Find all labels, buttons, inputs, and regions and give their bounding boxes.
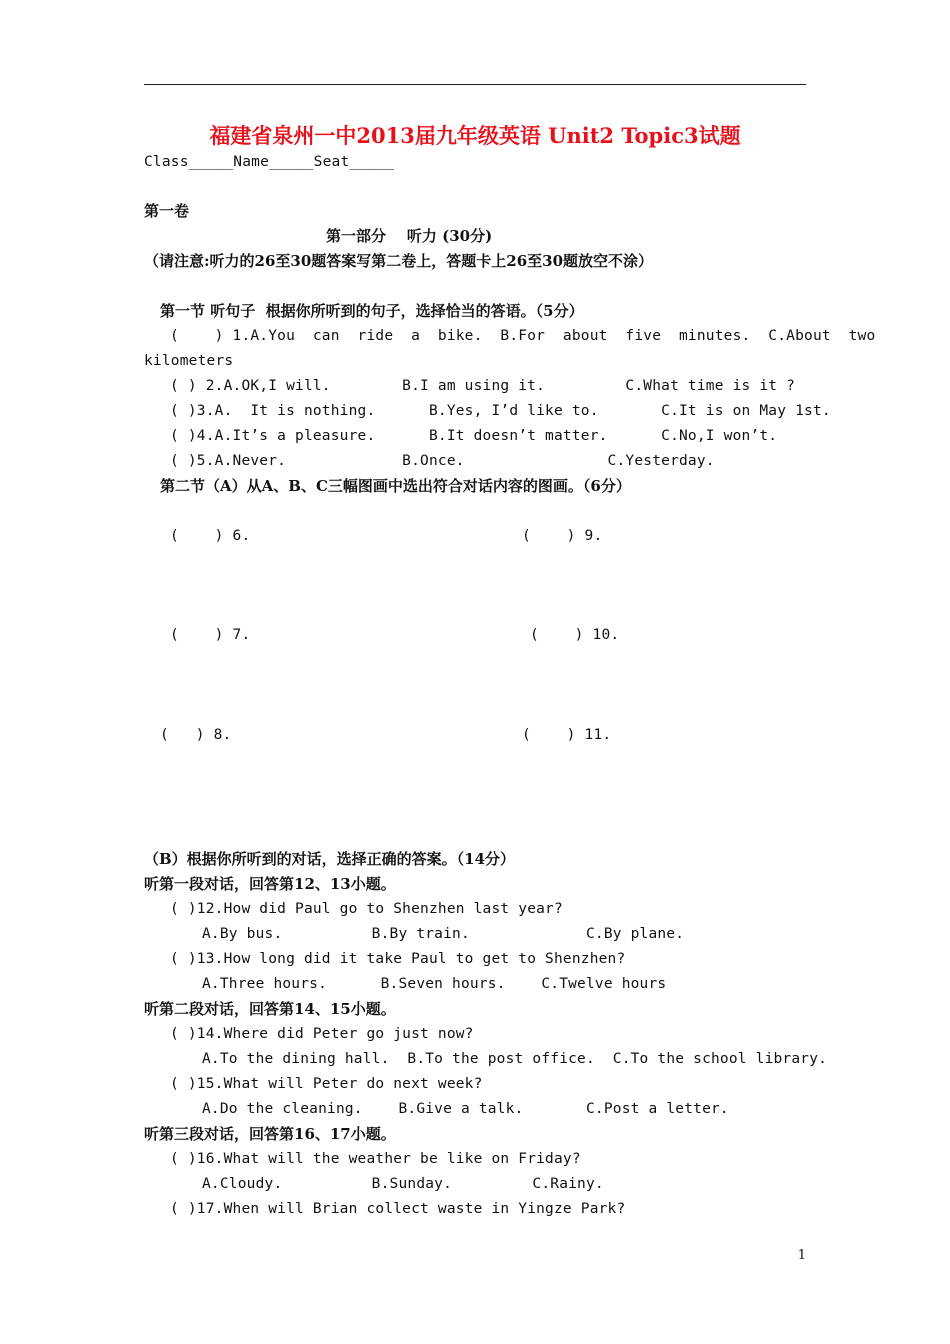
question-8: ( ) 8. <box>160 727 232 743</box>
part1-note: （请注意:听力的26至30题答案写第二卷上，答题卡上26至30题放空不涂） <box>144 252 654 270</box>
question-15: ( )15.What will Peter do next week? <box>170 1076 483 1092</box>
question-14-options: A.To the dining hall. B.To the post office. C.To the school library. <box>202 1051 828 1067</box>
question-11: ( ) 11. <box>522 727 612 743</box>
section1-heading: 第一节 听句子 根据你所听到的句子，选择恰当的答语。（5分） <box>160 302 584 320</box>
section2a-heading: 第二节（A）从A、B、C三幅图画中选出符合对话内容的图画。（6分） <box>160 477 631 495</box>
question-16-options: A.Cloudy. B.Sunday. C.Rainy. <box>202 1176 604 1192</box>
page-title: 福建省泉州一中2013届九年级英语 Unit2 Topic3试题 <box>209 123 741 148</box>
dialogue-2-heading: 听第二段对话，回答第14、15小题。 <box>144 1000 396 1018</box>
question-13-options: A.Three hours. B.Seven hours. C.Twelve hours <box>202 976 667 992</box>
question-6: ( ) 6. <box>170 528 251 544</box>
part1-heading: 第一部分 听力 (30分) <box>326 227 493 245</box>
volume-label: 第一卷 <box>144 202 190 220</box>
question-1-continuation: kilometers <box>144 353 234 369</box>
student-info-line: Class_____Name_____Seat_____ <box>144 154 395 170</box>
question-10: ( ) 10. <box>530 627 620 643</box>
question-12-options: A.By bus. B.By train. C.By plane. <box>202 926 685 942</box>
question-3: ( )3.A. It is nothing. B.Yes, I’d like to. C.It is on May 1st. <box>170 403 831 419</box>
question-7: ( ) 7. <box>170 627 251 643</box>
question-12: ( )12.How did Paul go to Shenzhen last year? <box>170 901 563 917</box>
question-5: ( )5.A.Never. B.Once. C.Yesterday. <box>170 453 715 469</box>
question-17: ( )17.When will Brian collect waste in Yingze Park? <box>170 1201 626 1217</box>
question-9: ( ) 9. <box>522 528 603 544</box>
question-15-options: A.Do the cleaning. B.Give a talk. C.Post a letter. <box>202 1101 729 1117</box>
question-14: ( )14.Where did Peter go just now? <box>170 1026 474 1042</box>
question-16: ( )16.What will the weather be like on Friday? <box>170 1151 581 1167</box>
dialogue-3-heading: 听第三段对话，回答第16、17小题。 <box>144 1125 396 1143</box>
header-rule <box>144 84 806 85</box>
question-1: ( ) 1.A.You can ride a bike. B.For about five minutes. C.About two <box>170 328 876 344</box>
dialogue-1-heading: 听第一段对话，回答第12、13小题。 <box>144 875 396 893</box>
question-2: ( ) 2.A.OK,I will. B.I am using it. C.What time is it ? <box>170 378 796 394</box>
question-13: ( )13.How long did it take Paul to get to Shenzhen? <box>170 951 626 967</box>
section2b-heading: （B）根据你所听到的对话，选择正确的答案。（14分） <box>144 850 516 868</box>
question-4: ( )4.A.It’s a pleasure. B.It doesn’t matter. C.No,I won’t. <box>170 428 778 444</box>
page-number: 1 <box>797 1248 806 1263</box>
